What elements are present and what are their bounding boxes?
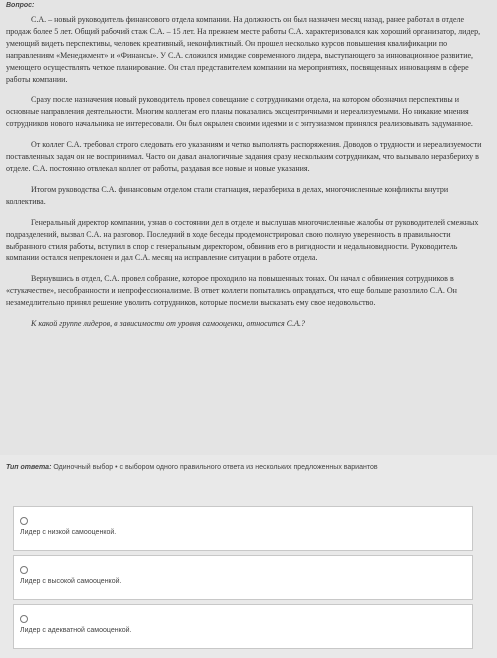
radio-button[interactable]: [20, 615, 28, 623]
question-text: [6, 14, 487, 339]
question-paragraph: Генеральный директор компании, узнав о состоянии дел в отделе и выслушав многочисленные жалобы от руководителей смежных подразделений, вызвал С.А. на разговор. Последний в ходе беседы продемонстрировал свою полную уверенность в правильности выбранного стиля работы, вступил в спор с генеральным директором, обвинив его в ригидности и недальновидности. Руководитель компании остался непреклонен и дал С.А. месяц на исправление ситуации в работе отдела.: [6, 217, 479, 263]
question-paragraph: С.А. – новый руководитель финансового отдела компании. На должность он был назначен месяц назад, ранее работал в отделе продаж более 5 лет. Общий рабочий стаж С.А. – 15 лет. На прежнем месте работы С.А. характеризовался как хороший организатор, лидер, умеющий видеть перспективы, человек креативный, неконфликтный. Он прошел несколько курсов повышения квалификации по направлениям «Менеджмент» и «Финансы». У С.А. сложился имидже современного лидера, выступающего за инновационное развитие, умеющего осуществлять четкое планирование. Он стал представителем компании на мероприятиях, посвященных инновациям в сфере работы компании.: [6, 15, 481, 84]
question-paragraph: От коллег С.А. требовал строго следовать его указаниям и четко выполнять распоряжения. Доводов о трудности и нереализуемости поставленных задач он не воспринимал. Часто он давал аналогичные задания сразу нескольким сотрудникам, что вызывало неразбериху в отделе. С.А. постоянно отвлекал коллег от работы, раздавая все новые и новые указания.: [6, 140, 482, 173]
answer-option-1[interactable]: [13, 506, 473, 551]
question-paragraph: Итогом руководства С.А. финансовым отделом стали стагнация, неразбериха в делах, многочисленные конфликты внутри коллектива.: [6, 184, 449, 206]
answer-type-text: Одиночный выбор • с выбором одного правильного ответа из нескольких предложенных вариантов: [53, 464, 378, 471]
question-label: Вопрос:: [6, 2, 35, 9]
option-label: Лидер с низкой самооценкой.: [20, 529, 117, 536]
answer-options: [13, 506, 473, 653]
option-label: Лидер с адекватной самооценкой.: [20, 627, 132, 634]
answer-option-3[interactable]: [13, 604, 473, 649]
question-paragraph: Сразу после назначения новый руководитель провел совещание с сотрудниками отдела, на котором обозначил перспективы и основные направления деятельности. Многим коллегам его планы показались эксцентричными и нереализуемыми. Но никакие мнения сотрудников нового начальника не интересовали. Он был окрылен своими идеями и с энтузиазмом принялся реализовывать задуманное.: [6, 95, 473, 129]
answer-option-2[interactable]: [13, 555, 473, 600]
answer-type: [6, 464, 378, 471]
question-paragraph: Вернувшись в отдел, С.А. провел собрание, которое проходило на повышенных тонах. Он начал с обвинения сотрудников в «стукачестве», несобранности и непрофессионализме. В ответ коллеги попытались оправдаться, что еще больше разозлило С.А. Он незамедлительно принял решение уволить сотрудников, которые посмели высказать ему свое недовольство.: [6, 274, 457, 308]
radio-button[interactable]: [20, 517, 28, 525]
question-prompt: К какой группе лидеров, в зависимости от уровня самооценки, относится С.А.?: [31, 319, 305, 329]
radio-button[interactable]: [20, 566, 28, 574]
answer-type-label: Тип ответа:: [6, 464, 52, 471]
option-label: Лидер с высокой самооценкой.: [20, 578, 122, 585]
